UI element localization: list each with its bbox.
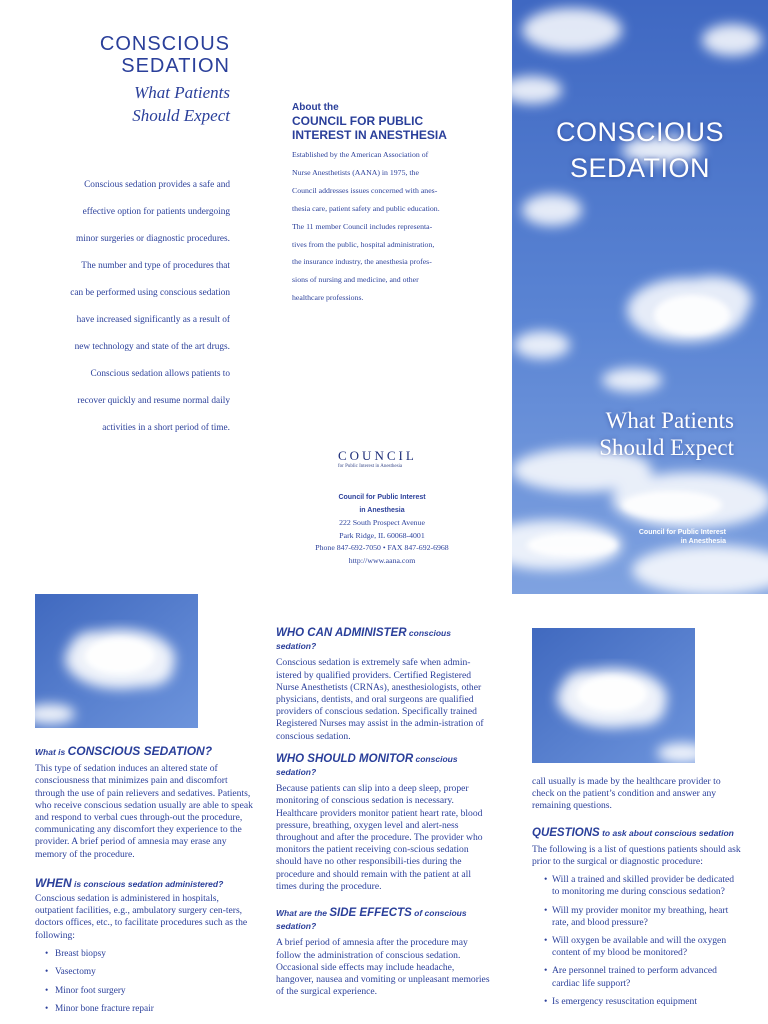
what-is-heading-main: CONSCIOUS SEDATION?	[67, 744, 213, 758]
who-administer-heading-main: WHO CAN ADMINISTER	[276, 627, 407, 639]
intro-line: The number and type of procedures that	[81, 261, 230, 271]
who-monitor-heading	[276, 753, 492, 779]
intro-line: minor surgeries or diagnostic procedures.	[76, 234, 230, 244]
cover-sky-image	[512, 0, 768, 594]
who-monitor-heading-main: WHO SHOULD MONITOR	[276, 752, 414, 765]
intro-line: can be performed using conscious sedation	[70, 288, 230, 298]
address-street: 222 South Prospect Avenue	[339, 518, 425, 527]
who-administer-body: Conscious sedation is extremely safe when admin-istered by qualified providers. Certified Registered Nurse Anesthetists (CRNAs), anesthesiologists, other physicians, dentists, and oral surgeons are qualified providers of conscious sedation. Specifically trained Registered Nurses may assist in the admin-istration of conscious sedation.	[276, 657, 484, 742]
council-logo	[338, 448, 438, 469]
list-item: • Is emergency resuscitation equipment	[532, 996, 742, 1008]
about-line: tives from the public, hospital administration,	[292, 239, 435, 249]
about-line: healthcare professions.	[292, 293, 364, 303]
about-paragraph	[292, 146, 492, 307]
who-administer-heading	[276, 627, 492, 653]
address-org-line1: Council for Public Interest	[338, 494, 426, 501]
cloud-photo-right	[532, 628, 695, 763]
council-logo-subtitle: for Public Interest in Anesthesia	[338, 464, 403, 469]
intro-line: have increased significantly as a result of	[76, 315, 230, 325]
intro-line: new technology and state of the art drugs.	[74, 342, 230, 352]
list-item: • Vasectomy	[35, 963, 255, 982]
list-item: • Will oxygen be available and will the oxygen content of my blood be monitored?	[532, 935, 742, 959]
procedure-list	[35, 945, 255, 1019]
cover-title	[512, 114, 768, 186]
cover-org-line2: in Anesthesia	[680, 538, 726, 545]
cover-subtitle	[540, 407, 734, 461]
cover-org	[600, 528, 726, 546]
about-heading-line1: About the	[292, 102, 339, 113]
brochure-title-line2: SEDATION	[121, 55, 230, 77]
side-effects-heading	[276, 907, 492, 933]
about-heading-line2: COUNCIL FOR PUBLIC	[292, 114, 424, 128]
when-body: Conscious sedation is administered in hospitals, outpatient facilities, e.g., ambulatory surgery cen-ters, doctors offices, etc., to facilitate procedures such as the following:	[35, 893, 248, 941]
brochure-title-line1: CONSCIOUS	[99, 33, 230, 55]
intro-line: Conscious sedation allows patients to	[90, 369, 230, 379]
about-line: The 11 member Council includes representa-	[292, 221, 433, 231]
cloud-photo-left	[35, 594, 198, 728]
who-monitor-body: Because patients can slip into a deep sleep, proper monitoring of conscious sedation is necessary. Healthcare providers monitor patient heart rate, blood pressure, breathing, oxygen level and alert-ness throughout and after the procedure. The provider who monitors the patient receiving con-scious sedation should have no other responsibili-ties during the procedure and should remain with the patient at all times during the procedure.	[276, 783, 483, 892]
intro-line: effective option for patients undergoing	[82, 207, 230, 217]
cover-org-line1: Council for Public Interest	[638, 529, 726, 536]
list-item: • Breast biopsy	[35, 945, 255, 964]
what-is-body: This type of sedation induces an altered state of consciousness that minimizes pain and discomfort through the use of pain relievers and sedatives. Patients, who receive conscious sedation usually are able to speak and respond to verbal cues through-out the procedure, communicating any discomfort they experience to the provider. A brief period of amnesia may erase any memory of the procedure.	[35, 763, 253, 860]
who-administer-heading-rest: conscious sedation?	[276, 628, 451, 652]
cover-title-line2: SEDATION	[569, 153, 710, 183]
about-line: Council addresses issues concerned with anes-	[292, 185, 438, 195]
about-heading-line3: INTEREST IN ANESTHESIA	[292, 128, 447, 142]
who-monitor-heading-rest: conscious sedation?	[276, 753, 458, 778]
about-line: Nurse Anesthetists (AANA) in 1975, the	[292, 167, 419, 177]
list-item: • Will a trained and skilled provider be dedicated to monitoring me during conscious sedation?	[532, 874, 742, 898]
brochure-subtitle	[0, 81, 230, 127]
side-effects-body: A brief period of amnesia after the procedure may follow the administration of conscious sedation. Occasional side effects may include headache, hangover, nausea and vomiting or unpleasant memories of the surgical experience.	[276, 937, 490, 998]
questions-heading-main: QUESTIONS	[532, 826, 600, 839]
intro-line: Conscious sedation provides a safe and	[84, 180, 230, 190]
brochure-subtitle-line2: Should Expect	[132, 106, 230, 125]
address-website[interactable]: http://www.aana.com	[348, 555, 416, 565]
cover-subtitle-line2: Should Expect	[599, 435, 734, 460]
middle-column	[276, 627, 492, 998]
council-logo-word: COUNCIL	[338, 448, 417, 463]
intro-line: recover quickly and resume normal daily	[77, 396, 230, 406]
brochure-title	[0, 33, 230, 77]
continued-body: call usually is made by the healthcare provider to check on the patient’s condition and answer any remaining questions.	[532, 776, 721, 812]
about-line: the insurance industry, the anesthesia profes-	[292, 257, 432, 267]
about-line: thesia care, patient safety and public education.	[292, 203, 440, 213]
side-effects-heading-main: SIDE EFFECTS	[329, 907, 412, 920]
about-line: sions of nursing and medicine, and other	[292, 275, 419, 285]
what-is-heading	[35, 745, 255, 759]
what-is-section	[35, 745, 255, 1019]
intro-line: activities in a short period of time.	[102, 423, 230, 433]
questions-heading	[532, 827, 742, 840]
questions-intro: The following is a list of questions patients should ask prior to the surgical or diagnostic procedure:	[532, 843, 741, 868]
cover-title-line1: CONSCIOUS	[555, 117, 725, 147]
cover-subtitle-line1: What Patients	[605, 408, 734, 433]
address-phone-fax: Phone 847-692-7050 • FAX 847-692-6968	[315, 543, 449, 552]
right-column	[532, 776, 742, 1014]
when-heading	[35, 877, 255, 891]
side-effects-heading-rest: of conscious sedation?	[276, 908, 467, 932]
about-heading	[292, 102, 492, 142]
address-city: Park Ridge, IL 60068-4001	[339, 530, 425, 540]
what-is-heading-prefix: What is	[35, 747, 68, 757]
list-item: • Will my provider monitor my breathing, heart rate, and blood pressure?	[532, 905, 742, 929]
questions-heading-rest: to ask about conscious sedation	[599, 827, 734, 838]
when-heading-main: WHEN	[35, 875, 72, 890]
when-heading-rest: is conscious sedation administered?	[71, 878, 224, 889]
list-item: • Are personnel trained to perform advanced cardiac life support?	[532, 965, 742, 989]
list-item: • Minor foot surgery	[35, 982, 255, 1001]
brochure-subtitle-line1: What Patients	[134, 83, 230, 102]
address-block	[282, 492, 482, 567]
side-effects-heading-prefix: What are the	[276, 908, 330, 919]
address-org-line2: in Anesthesia	[359, 506, 405, 514]
list-item: • Minor bone fracture repair	[35, 1000, 255, 1019]
questions-list	[532, 874, 742, 1008]
intro-paragraph	[20, 172, 230, 442]
about-line: Established by the American Association of	[292, 150, 429, 159]
